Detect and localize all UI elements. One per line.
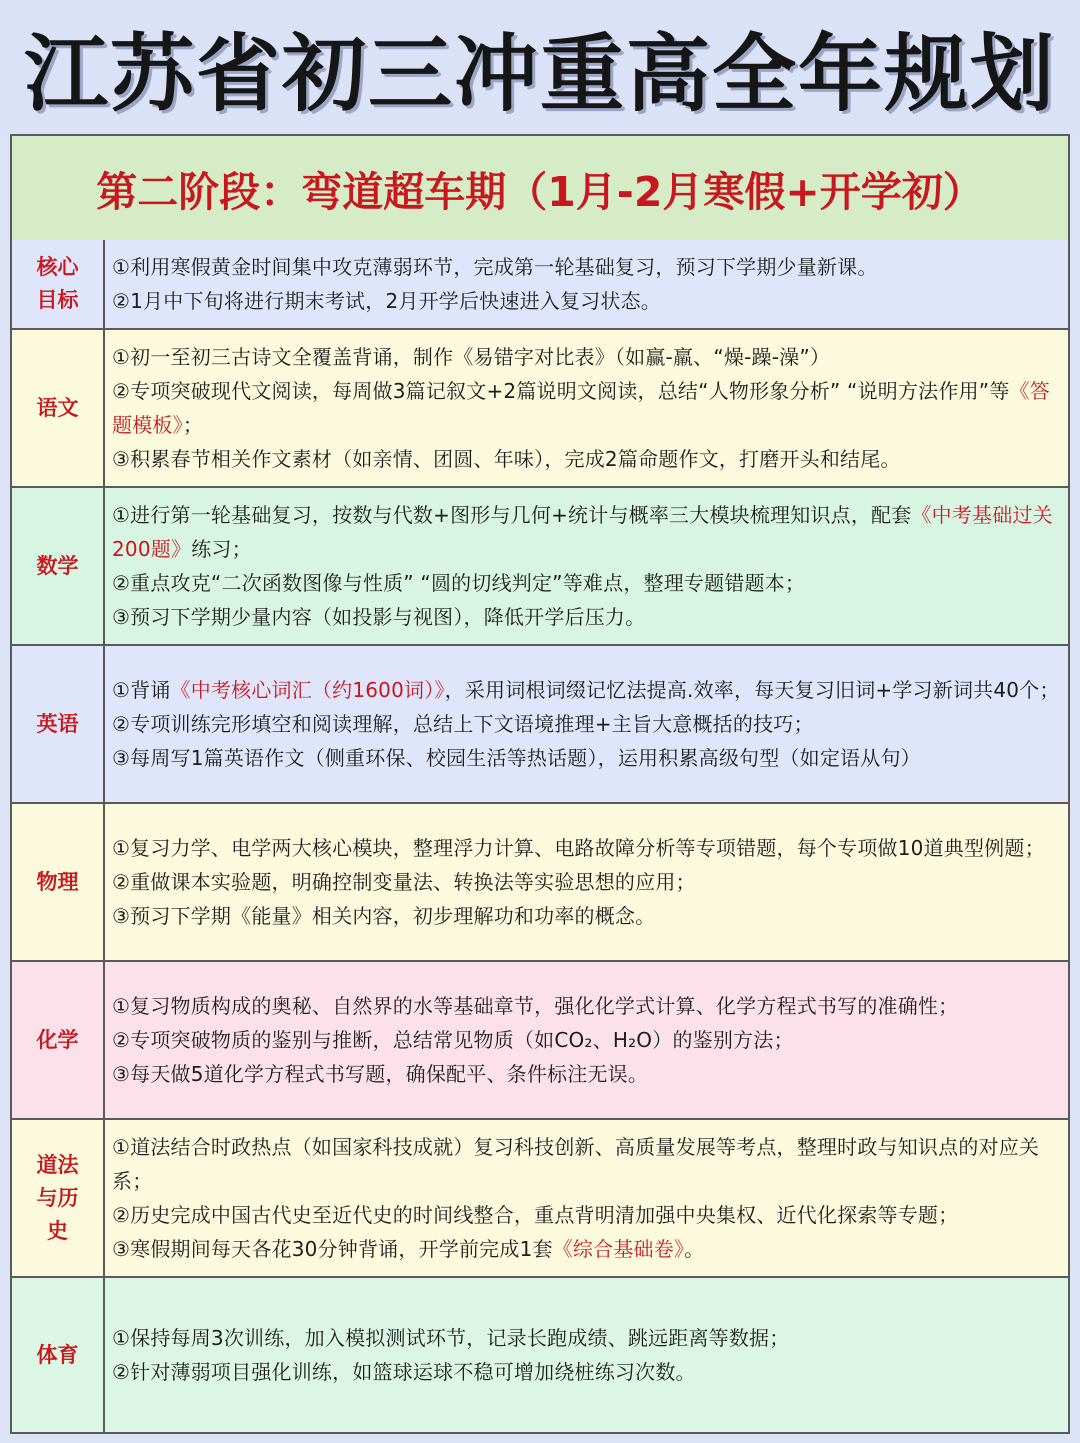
- list-item: ①复习力学、电学两大核心模块，整理浮力计算、电路故障分析等专项错题，每个专项做10道典型例题；: [112, 836, 1045, 860]
- row-politics-history: [12, 1120, 1068, 1278]
- list-item: ①利用寒假黄金时间集中攻克薄弱环节，完成第一轮基础复习，预习下学期少量新课。: [112, 255, 878, 279]
- list-item: ③每周写1篇英语作文（侧重环保、校园生活等热话题），运用积累高级句型（如定语从句）: [112, 746, 921, 770]
- row-chinese: [12, 330, 1068, 488]
- row-math: [12, 488, 1068, 646]
- list-item: ②1月中下旬将进行期末考试，2月开学后快速进入复习状态。: [112, 289, 661, 313]
- list-item: ②针对薄弱项目强化训练，如篮球运球不稳可增加绕桩练习次数。: [112, 1360, 696, 1384]
- row-label: 语文: [12, 330, 105, 486]
- row-label: 数学: [12, 488, 105, 644]
- list-item: ①背诵《中考核心词汇（约1600词）》，采用词根词缀记忆法提高.效率，每天复习旧词+学习新词共40个；: [112, 678, 1060, 702]
- list-item: ①道法结合时政热点（如国家科技成就）复习科技创新、高质量发展等考点，整理时政与知识点的对应关系；: [112, 1135, 1040, 1193]
- title-band: [0, 0, 1080, 134]
- row-chemistry: [12, 962, 1068, 1120]
- row-english: [12, 646, 1068, 804]
- row-label: 体育: [12, 1278, 105, 1432]
- row-label: 化学: [12, 962, 105, 1118]
- row-content: [105, 1278, 1068, 1432]
- page-title: 江苏省初三冲重高全年规划: [23, 24, 1056, 123]
- row-content: [105, 488, 1068, 644]
- list-item: ①初一至初三古诗文全覆盖背诵，制作《易错字对比表》（如赢-羸、“燥-躁-澡”）: [112, 345, 831, 369]
- list-item: ③积累春节相关作文素材（如亲情、团圆、年味），完成2篇命题作文，打磨开头和结尾。: [112, 447, 901, 471]
- row-label: 道法与历史: [12, 1120, 105, 1276]
- plan-table: [10, 134, 1070, 1434]
- list-item: ①保持每周3次训练，加入模拟测试环节，记录长跑成绩、跳远距离等数据；: [112, 1326, 790, 1350]
- row-content: [105, 330, 1068, 486]
- row-content: [105, 962, 1068, 1118]
- list-item: ②专项突破现代文阅读，每周做3篇记叙文+2篇说明文阅读，总结“人物形象分析” “说明方法作用”等《答题模板》；: [112, 379, 1050, 437]
- row-physics: [12, 804, 1068, 962]
- list-item: ③预习下学期少量内容（如投影与视图），降低开学后压力。: [112, 605, 646, 629]
- list-item: ③每天做5道化学方程式书写题，确保配平、条件标注无误。: [112, 1062, 649, 1086]
- list-item: ③寒假期间每天各花30分钟背诵，开学前完成1套《综合基础卷》。: [112, 1237, 705, 1261]
- list-item: ②重点攻克“二次函数图像与性质” “圆的切线判定”等难点，整理专题错题本；: [112, 571, 806, 595]
- row-content: [105, 646, 1068, 802]
- list-item: ②历史完成中国古代史至近代史的时间线整合，重点背明清加强中央集权、近代化探索等专题；: [112, 1203, 959, 1227]
- list-item: ②重做课本实验题，明确控制变量法、转换法等实验思想的应用；: [112, 870, 696, 894]
- list-item: ①进行第一轮基础复习，按数与代数+图形与几何+统计与概率三大模块梳理知识点，配套《中考基础过关200题》练习；: [112, 503, 1053, 561]
- row-label: 核心目标: [12, 240, 105, 328]
- row-label: 英语: [12, 646, 105, 802]
- stage-title: 第二阶段：弯道超车期（1月-2月寒假+开学初）: [96, 167, 984, 216]
- row-content: [105, 804, 1068, 960]
- stage-header: [12, 136, 1068, 242]
- row-content: [105, 240, 1068, 328]
- row-label: 物理: [12, 804, 105, 960]
- row-content: [105, 1120, 1068, 1276]
- list-item: ①复习物质构成的奥秘、自然界的水等基础章节，强化化学式计算、化学方程式书写的准确性；: [112, 994, 959, 1018]
- list-item: ②专项突破物质的鉴别与推断，总结常见物质（如CO₂、H₂O）的鉴别方法；: [112, 1028, 794, 1052]
- list-item: ②专项训练完形填空和阅读理解，总结上下文语境推理+主旨大意概括的技巧；: [112, 712, 814, 736]
- row-core-goals: [12, 240, 1068, 330]
- row-pe: [12, 1278, 1068, 1432]
- list-item: ③预习下学期《能量》相关内容，初步理解功和功率的概念。: [112, 904, 656, 928]
